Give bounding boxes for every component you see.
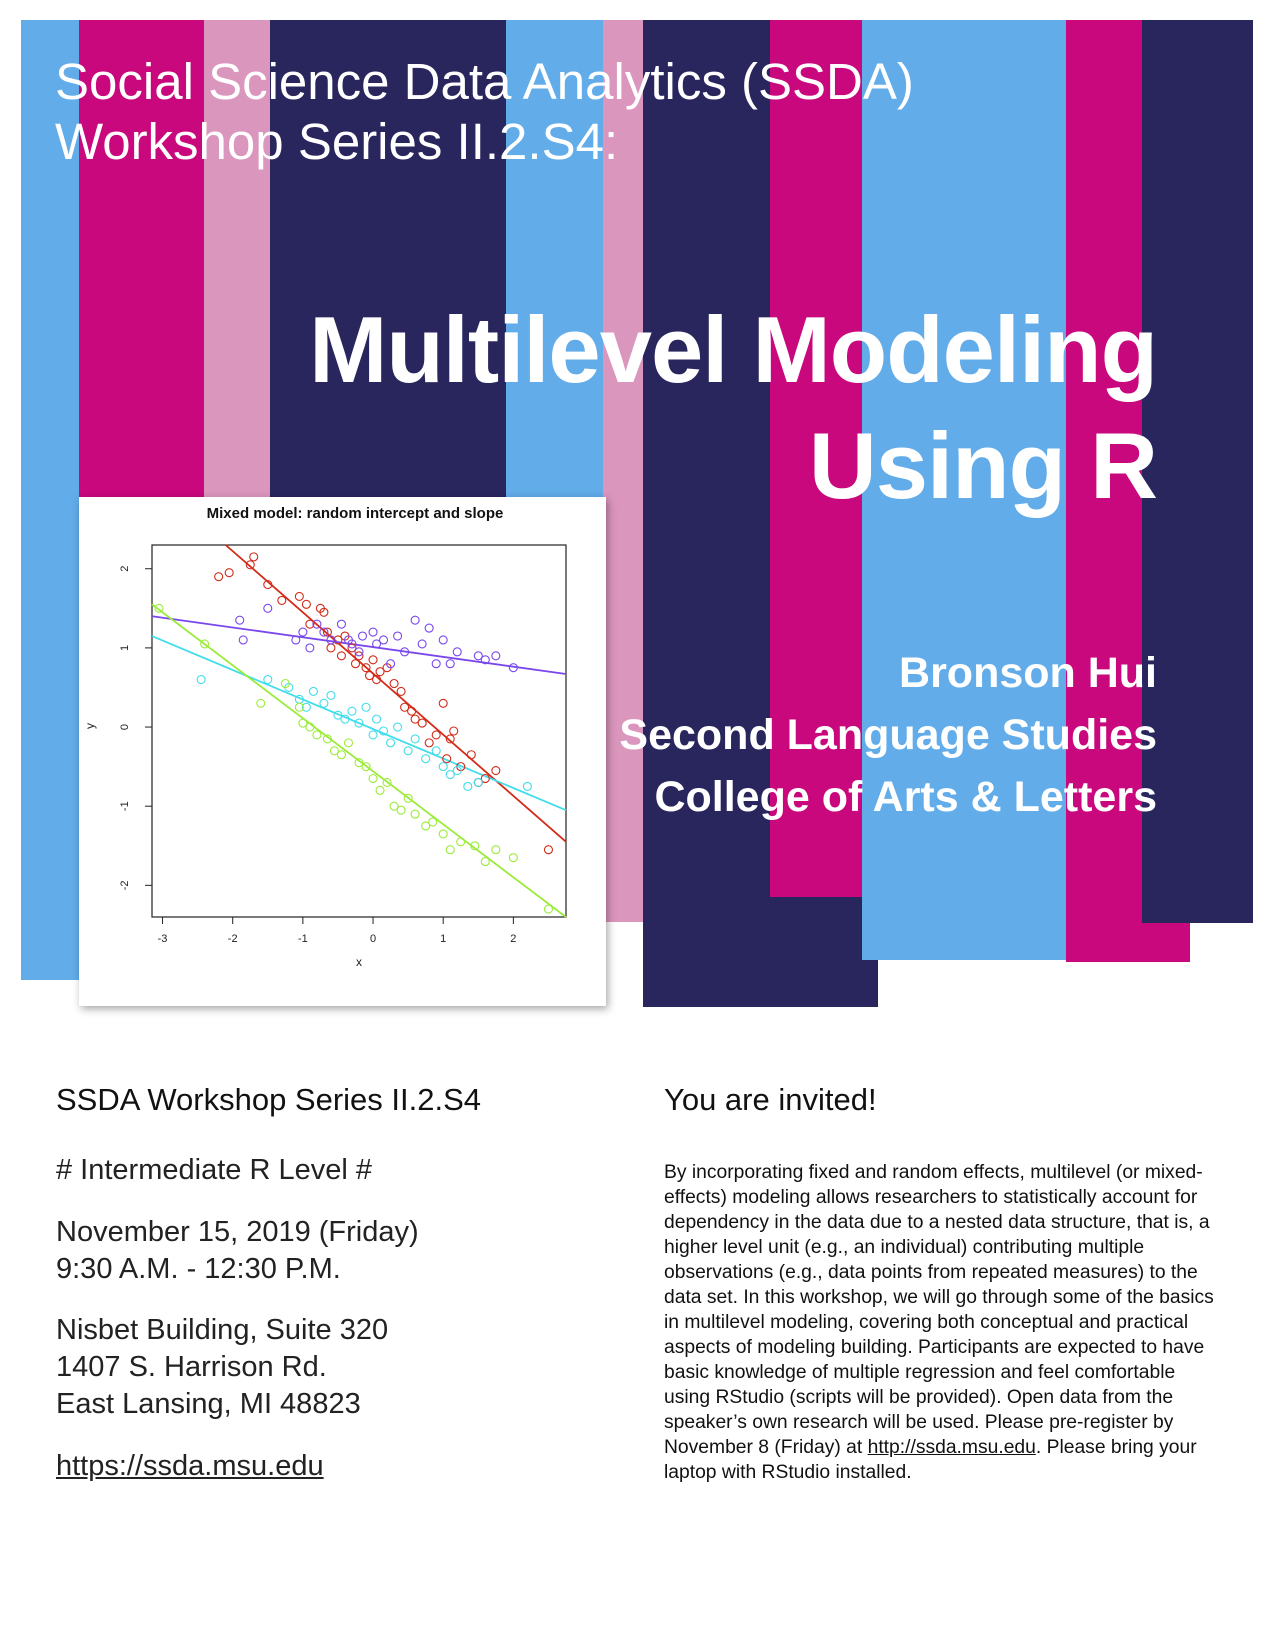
series-title-line1: Social Science Data Analytics (SSDA) <box>55 53 914 110</box>
regression-line-1 <box>226 545 566 842</box>
data-point <box>411 810 419 818</box>
data-point <box>278 596 286 604</box>
data-point <box>404 747 412 755</box>
invitation <box>664 1082 1219 1485</box>
data-point <box>362 703 370 711</box>
data-point <box>257 699 265 707</box>
date-text: November 15, 2019 (Friday) <box>56 1216 419 1248</box>
data-point <box>397 687 405 695</box>
data-point <box>457 838 465 846</box>
data-point <box>327 691 335 699</box>
x-tick-label: 0 <box>369 933 377 945</box>
data-point <box>239 636 247 644</box>
data-point <box>369 628 377 636</box>
data-point <box>309 687 317 695</box>
main-title-line2: Using R <box>808 413 1157 518</box>
data-point <box>369 774 377 782</box>
data-point <box>394 632 402 640</box>
y-tick-label: 0 <box>119 723 131 731</box>
data-point <box>439 763 447 771</box>
data-point <box>492 846 500 854</box>
y-axis-label: y <box>83 723 97 729</box>
data-point <box>481 858 489 866</box>
data-point <box>544 905 552 913</box>
plot-frame <box>152 545 566 917</box>
data-point <box>450 727 458 735</box>
chart-title: Mixed model: random intercept and slope <box>206 505 504 522</box>
workshop-details <box>56 1082 616 1485</box>
data-point <box>446 660 454 668</box>
plot-svg <box>79 497 606 1006</box>
address-line1: Nisbet Building, Suite 320 <box>56 1314 389 1346</box>
x-tick-label: -3 <box>157 933 168 945</box>
main-title <box>309 292 1157 524</box>
data-point <box>394 723 402 731</box>
data-point <box>429 818 437 826</box>
data-point <box>453 648 461 656</box>
data-point <box>369 731 377 739</box>
regression-lines <box>152 545 566 917</box>
speaker-department: Second Language Studies <box>619 711 1157 759</box>
data-point <box>446 846 454 854</box>
data-point <box>509 854 517 862</box>
plot-axes <box>119 566 516 945</box>
data-point <box>418 719 426 727</box>
data-point <box>264 676 272 684</box>
series-title <box>55 52 1175 172</box>
data-point <box>380 636 388 644</box>
data-point <box>337 620 345 628</box>
data-point <box>432 660 440 668</box>
data-point <box>351 660 359 668</box>
regression-line-4 <box>152 604 566 917</box>
data-point <box>492 652 500 660</box>
y-tick-label: -2 <box>119 880 131 891</box>
data-point <box>236 616 244 624</box>
data-point <box>302 600 310 608</box>
invite-body-closing: . Please bring your laptop with RStudio installed. <box>664 1437 1197 1483</box>
data-point <box>464 782 472 790</box>
x-tick-label: 1 <box>440 933 447 945</box>
details-heading: SSDA Workshop Series II.2.S4 <box>56 1082 482 1117</box>
data-point <box>474 778 482 786</box>
data-point <box>467 751 475 759</box>
x-tick-label: -2 <box>227 933 238 945</box>
address-line2: 1407 S. Harrison Rd. <box>56 1351 327 1383</box>
time-text: 9:30 A.M. - 12:30 P.M. <box>56 1253 341 1285</box>
data-point <box>348 707 356 715</box>
data-point <box>264 604 272 612</box>
data-point <box>422 755 430 763</box>
invite-heading: You are invited! <box>664 1082 877 1117</box>
website-link[interactable]: https://ssda.msu.edu <box>56 1450 324 1482</box>
data-point <box>425 624 433 632</box>
data-point <box>544 846 552 854</box>
data-point <box>411 616 419 624</box>
data-point <box>313 731 321 739</box>
data-point <box>359 632 367 640</box>
speaker-college: College of Arts & Letters <box>654 773 1157 821</box>
level-text: # Intermediate R Level # <box>56 1154 372 1186</box>
series-title-line2: Workshop Series II.2.S4: <box>55 113 619 170</box>
data-point <box>387 739 395 747</box>
speaker-block <box>619 642 1157 828</box>
x-tick-label: -1 <box>297 933 308 945</box>
data-point <box>369 656 377 664</box>
mixed-model-plot <box>79 497 606 1006</box>
data-point <box>432 747 440 755</box>
x-tick-label: 2 <box>510 933 517 945</box>
data-point <box>197 676 205 684</box>
register-link[interactable]: http://ssda.msu.edu <box>867 1437 1036 1458</box>
data-point <box>411 735 419 743</box>
data-point <box>299 628 307 636</box>
data-point <box>397 806 405 814</box>
data-point <box>306 644 314 652</box>
data-point <box>439 699 447 707</box>
invite-body-text: By incorporating fixed and random effects, multilevel (or mixed-effects) modeling allows researchers to statistically account for dependency in the data due to a nested data structure, that is, a higher level unit (e.g., an individual) contributing multiple observations (e.g., data points from repeated measures) to the data set. In this workshop, we will go through some of the basics in multilevel modeling, covering both conceptual and practical aspects of modeling building. Participants are expected to have basic knowledge of multiple regression and feel comfortable using RStudio (scripts will be provided). Open data from the speaker’s own research will be used. Please pre-register by November 8 (Friday) at <box>664 1162 1214 1458</box>
data-point <box>408 707 416 715</box>
data-point <box>250 553 258 561</box>
data-point <box>295 592 303 600</box>
data-points <box>155 553 552 913</box>
data-point <box>432 731 440 739</box>
data-point <box>215 573 223 581</box>
data-point <box>337 652 345 660</box>
data-point <box>320 699 328 707</box>
x-axis-label: x <box>356 955 362 969</box>
main-title-line1: Multilevel Modeling <box>309 297 1157 402</box>
data-point <box>376 786 384 794</box>
data-point <box>418 640 426 648</box>
y-tick-label: 2 <box>119 565 131 572</box>
data-point <box>337 751 345 759</box>
data-point <box>390 680 398 688</box>
data-point <box>523 782 531 790</box>
y-tick-label: 1 <box>119 644 131 651</box>
y-tick-label: -1 <box>119 801 131 812</box>
data-point <box>373 715 381 723</box>
data-point <box>492 767 500 775</box>
data-point <box>225 569 233 577</box>
data-point <box>439 830 447 838</box>
data-point <box>327 644 335 652</box>
data-point <box>344 739 352 747</box>
invite-body <box>664 1160 1219 1485</box>
address-line3: East Lansing, MI 48823 <box>56 1388 361 1420</box>
data-point <box>425 739 433 747</box>
speaker-name: Bronson Hui <box>899 649 1157 697</box>
data-point <box>439 636 447 644</box>
